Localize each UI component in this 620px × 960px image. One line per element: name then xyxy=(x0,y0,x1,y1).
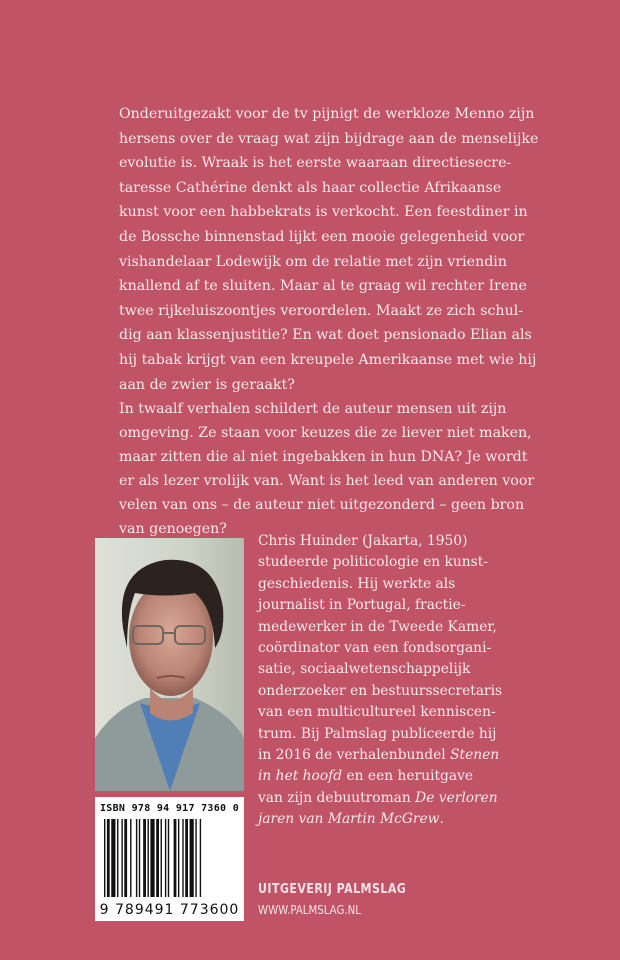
bio-line: Chris Huinder (Jakarta, 1950) xyxy=(258,533,468,549)
barcode-bar xyxy=(148,819,149,897)
barcode-bar xyxy=(185,819,188,897)
bio-line: coördinator van een fondsorgani- xyxy=(258,640,492,657)
blurb-line: hij tabak krijgt van een kreupele Amerikaanse met wie hij xyxy=(119,351,537,368)
barcode-bar xyxy=(104,819,105,897)
blurb-line: vishandelaar Lodewijk om de relatie met zijn vriendin xyxy=(119,253,507,270)
book-title: jaren van Martin McGrew xyxy=(258,811,440,828)
bio-line: geschiedenis. Hij werkte als xyxy=(258,575,456,592)
blurb-line: aan de zwier is geraakt? xyxy=(119,376,295,393)
blurb-paragraph-1 xyxy=(119,102,539,397)
barcode-bar xyxy=(107,819,110,897)
blurb-paragraph-2 xyxy=(119,397,539,541)
publisher-url[interactable]: WWW.PALMSLAG.NL xyxy=(258,903,361,917)
barcode-bar xyxy=(111,819,115,897)
bio-line: satie, sociaalwetenschappelijk xyxy=(258,661,471,678)
publisher-name: UITGEVERIJ PALMSLAG xyxy=(258,882,407,897)
author-photo xyxy=(95,538,244,791)
bio-line: van een multicultureel kenniscen- xyxy=(258,704,496,721)
bio-line: medewerker in de Tweede Kamer, xyxy=(258,618,497,635)
barcode-bar xyxy=(195,819,196,897)
blurb-line: er als lezer vrolijk van. Want is het leed van anderen voor xyxy=(119,473,535,489)
barcode-bar xyxy=(139,819,140,897)
barcode-bar xyxy=(165,819,166,897)
barcode-bar xyxy=(143,819,146,897)
blurb-line: evolutie is. Wraak is het eerste waaraan directiesecre- xyxy=(119,155,512,172)
barcode-bar xyxy=(182,819,183,897)
barcode-bar xyxy=(190,819,194,897)
blurb-line: In twaalf verhalen schildert de auteur mensen uit zijn xyxy=(119,401,507,417)
barcode-bar xyxy=(156,819,159,897)
barcode-bar xyxy=(130,819,131,897)
isbn-barcode xyxy=(95,797,244,921)
barcode-bar xyxy=(200,819,201,897)
barcode-bar xyxy=(136,819,137,897)
author-portrait-image xyxy=(95,538,244,791)
author-bio xyxy=(258,531,502,831)
bio-line: onderzoeker en bestuurssecretaris xyxy=(258,682,503,699)
book-title: Stenen xyxy=(450,747,500,764)
barcode-bar xyxy=(124,819,127,897)
publisher-block xyxy=(258,880,432,920)
bio-line: journalist in Portugal, fractie- xyxy=(258,597,466,614)
bio-line: jaren van Martin McGrew. xyxy=(258,811,444,828)
blurb-line: velen van ons – de auteur niet uitgezonderd – geen bron xyxy=(119,497,525,513)
blurb-line: twee rijkeluiszoontjes veroordelen. Maakt ze zich schul- xyxy=(119,302,524,319)
barcode-bar xyxy=(150,819,154,897)
barcode-bar xyxy=(168,819,169,897)
blurb-line: de Bossche binnenstad lijkt een mooie gelegenheid voor xyxy=(119,228,525,245)
barcode-bar xyxy=(174,819,177,897)
blurb-line: maar zitten die al niet ingebakken in hun DNA? Je wordt xyxy=(119,449,528,465)
barcode-bar xyxy=(121,819,122,897)
blurb-line: knallend af te sluiten. Maar al te graag wil rechter Irene xyxy=(119,278,527,295)
blurb-line: kunst voor een habbekrats is verkocht. Een feestdiner in xyxy=(119,204,528,221)
book-title: De verloren xyxy=(415,789,498,806)
blurb-line: omgeving. Ze staan voor keuzes die ze liever niet maken, xyxy=(119,425,532,441)
blurb-line: taresse Cathérine denkt als haar collectie Afrikaanse xyxy=(119,179,502,196)
bio-line: van zijn debuutroman De verloren xyxy=(258,789,498,806)
blurb-line: hersens over de vraag wat zijn bijdrage aan de menselijke xyxy=(119,130,539,147)
isbn-label: ISBN 978 94 917 7360 0 xyxy=(99,803,240,814)
barcode-bar xyxy=(178,819,179,897)
blurb-line: dig aan klassenjustitie? En wat doet pensionado Elian als xyxy=(119,327,532,344)
barcode-bar xyxy=(117,819,118,897)
barcode-bars xyxy=(104,819,236,897)
barcode-bar xyxy=(161,819,162,897)
bio-line: in het hoofd en een heruitgave xyxy=(258,768,474,785)
bio-line: trum. Bij Palmslag publiceerde hij xyxy=(258,725,497,742)
blurb-line: van genoegen? xyxy=(119,521,227,537)
bio-line: studeerde politicologie en kunst- xyxy=(258,554,488,571)
ean-digits: 9 789491 773600 xyxy=(99,902,240,918)
book-title: in het hoofd xyxy=(258,768,343,785)
blurb-line: Onderuitgezakt voor de tv pijnigt de werkloze Menno zijn xyxy=(119,106,535,122)
bio-line: in 2016 de verhalenbundel Stenen xyxy=(258,747,500,764)
